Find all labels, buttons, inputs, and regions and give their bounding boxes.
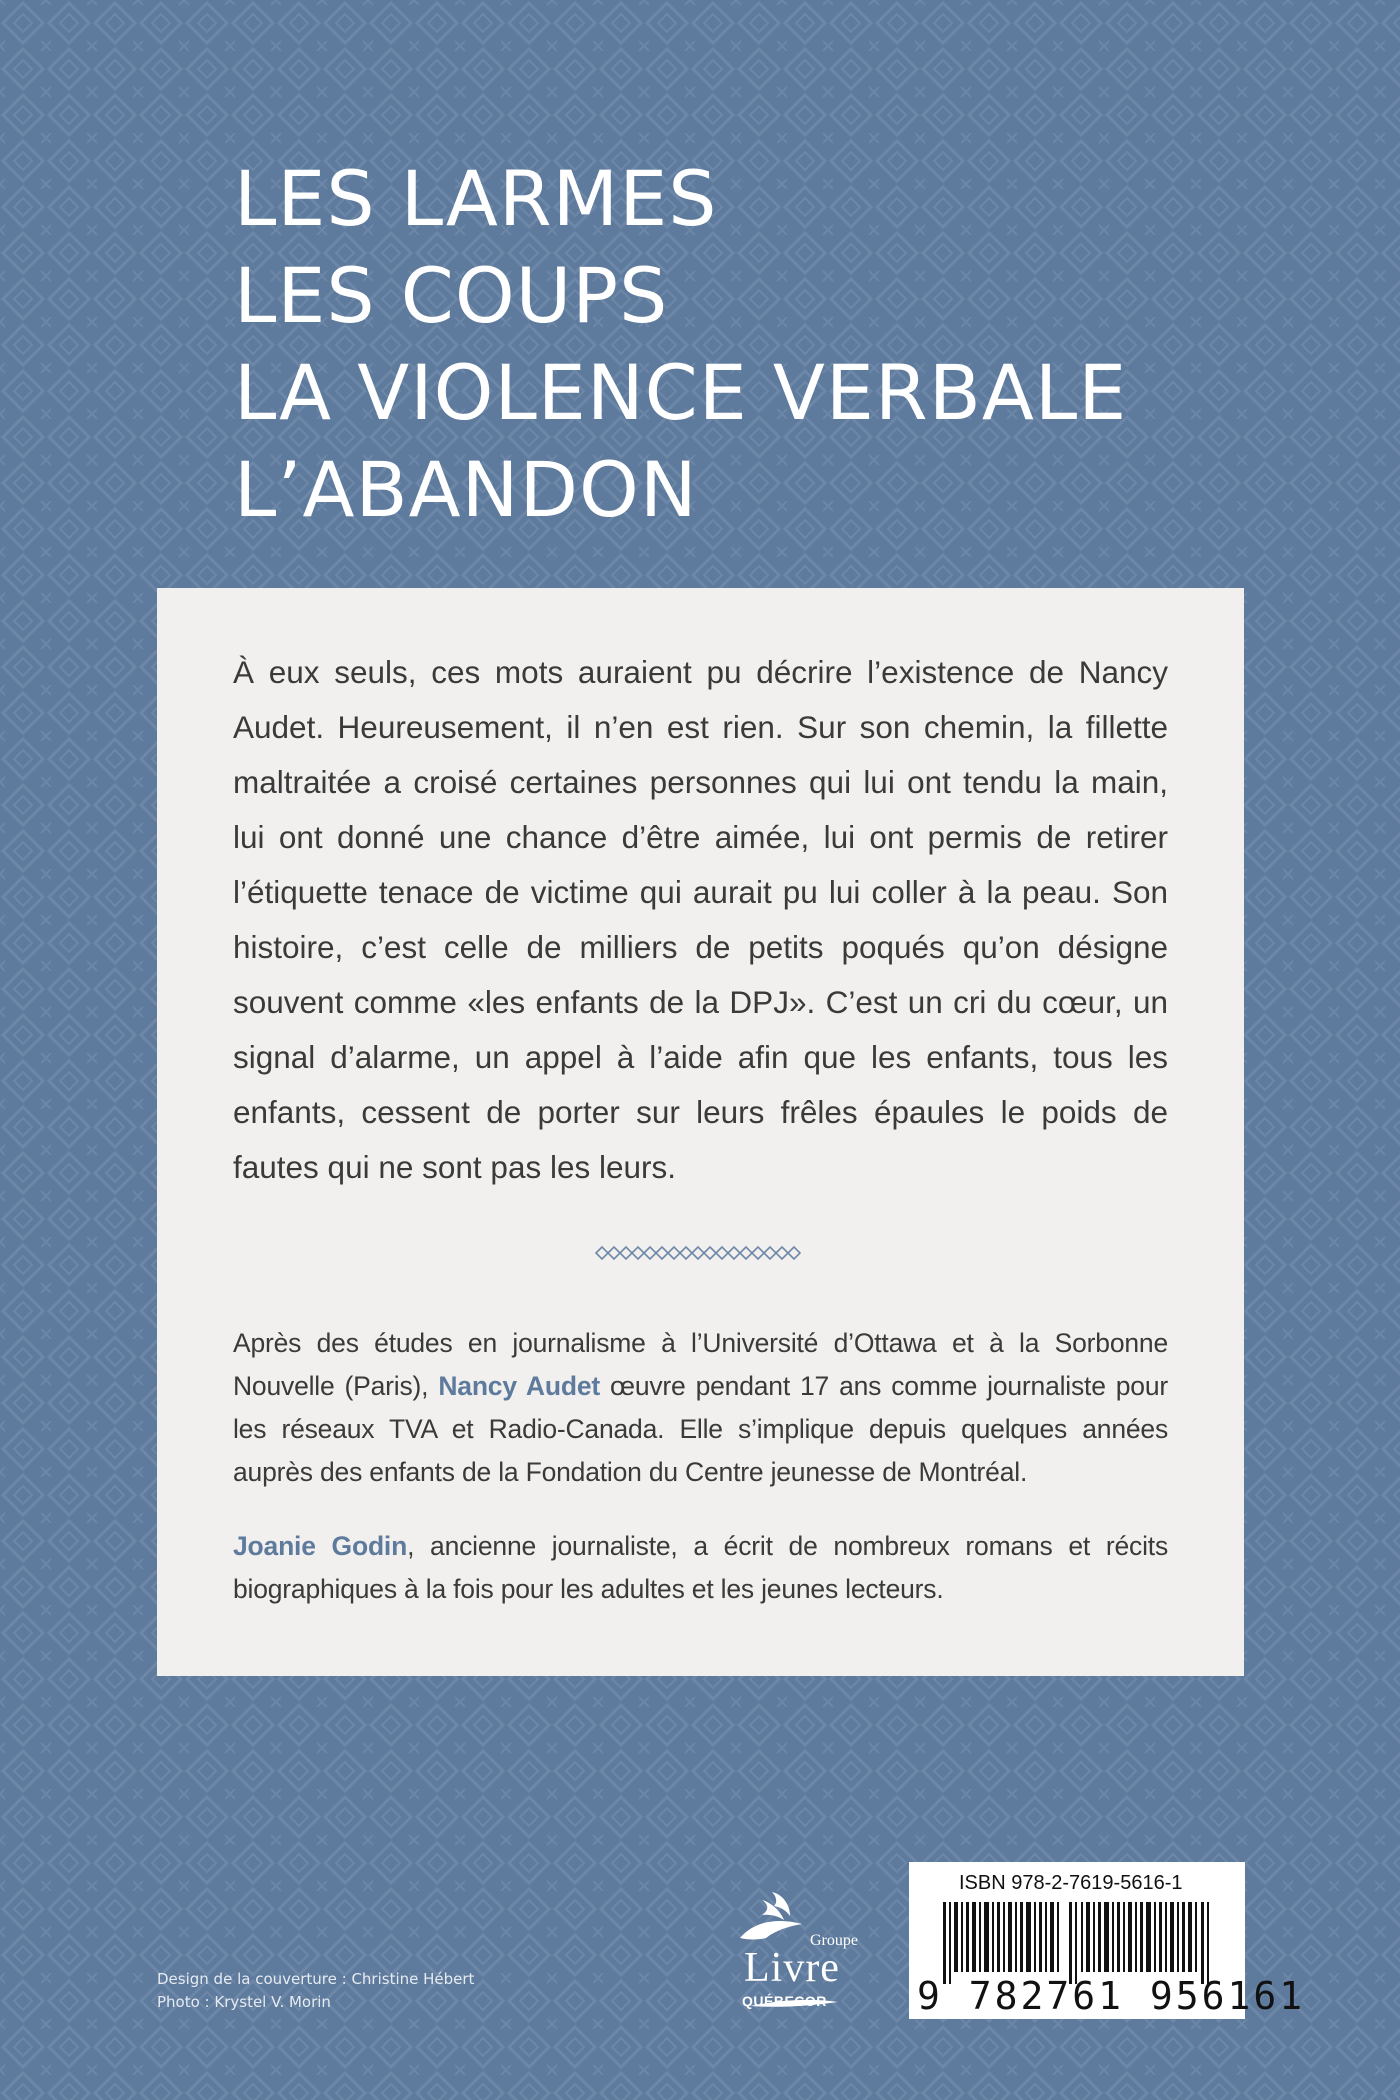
author-name: Nancy Audet [438, 1371, 600, 1401]
publisher-logo [710, 1880, 870, 2010]
isbn-label: ISBN 978-2-7619-5616-1 [959, 1872, 1183, 1894]
headline [234, 150, 1127, 538]
photo-credit: Photo : Krystel V. Morin [157, 1993, 331, 2011]
author-bio-text: œuvre pendant 17 ans comme journaliste pour les réseaux TVA et Radio-Canada. Elle s’implique depuis quelques années auprès des enfants de la Fondation du Centre jeunesse de Montréal. [233, 1371, 1168, 1487]
cover-credits [157, 1968, 474, 2014]
coauthor-bio-text: , ancienne journaliste, a écrit de nombreux romans et récits biographiques à la fois pour les adultes et les jeunes lecteurs. [233, 1531, 1168, 1604]
isbn-barcode [909, 1862, 1306, 2019]
summary-panel [157, 588, 1244, 1676]
headline-line: LA VIOLENCE VERBALE [234, 348, 1128, 437]
author-bio-text: Après des études en journalisme à l’Université d’Ottawa et à la Sorbonne Nouvelle (Paris), [233, 1328, 1168, 1401]
headline-line: LES LARMES [234, 154, 718, 243]
publisher-groupe: Groupe [810, 1932, 858, 1949]
headline-line: LES COUPS [234, 251, 669, 340]
design-credit: Design de la couverture : Christine Hébert [157, 1970, 475, 1988]
coauthor-name: Joanie Godin [233, 1531, 408, 1561]
barcode-digits: 9 782761 956161 [917, 1974, 1306, 2018]
headline-line: L’ABANDON [234, 445, 698, 534]
publisher-quebecor: QUÉBECOR [742, 1993, 827, 2009]
coauthor-bio [233, 1525, 1168, 1611]
publisher-livre: Livre [744, 1945, 840, 1991]
book-blurb: À eux seuls, ces mots auraient pu décrire l’existence de Nancy Audet. Heureusement, il n’en est rien. Sur son chemin, la fillette maltraitée a croisé certaines personnes qui lui ont tendu la main, lui ont donné une chance d’être aimée, lui ont permis de retirer l’étiquette tenace de victime qui aurait pu lui coller à la peau. Son histoire, c’est celle de milliers de petits poqués qu’on désigne souvent comme «les enfants de la DPJ». C’est un cri du cœur, un signal d’alarme, un appel à l’aide afin que les enfants, tous les enfants, cessent de porter sur leurs frêles épaules le poids de fautes qui ne sont pas les leurs. [233, 654, 1168, 1185]
diamond-divider-icon [594, 1244, 806, 1262]
author-bio [233, 1322, 1168, 1494]
